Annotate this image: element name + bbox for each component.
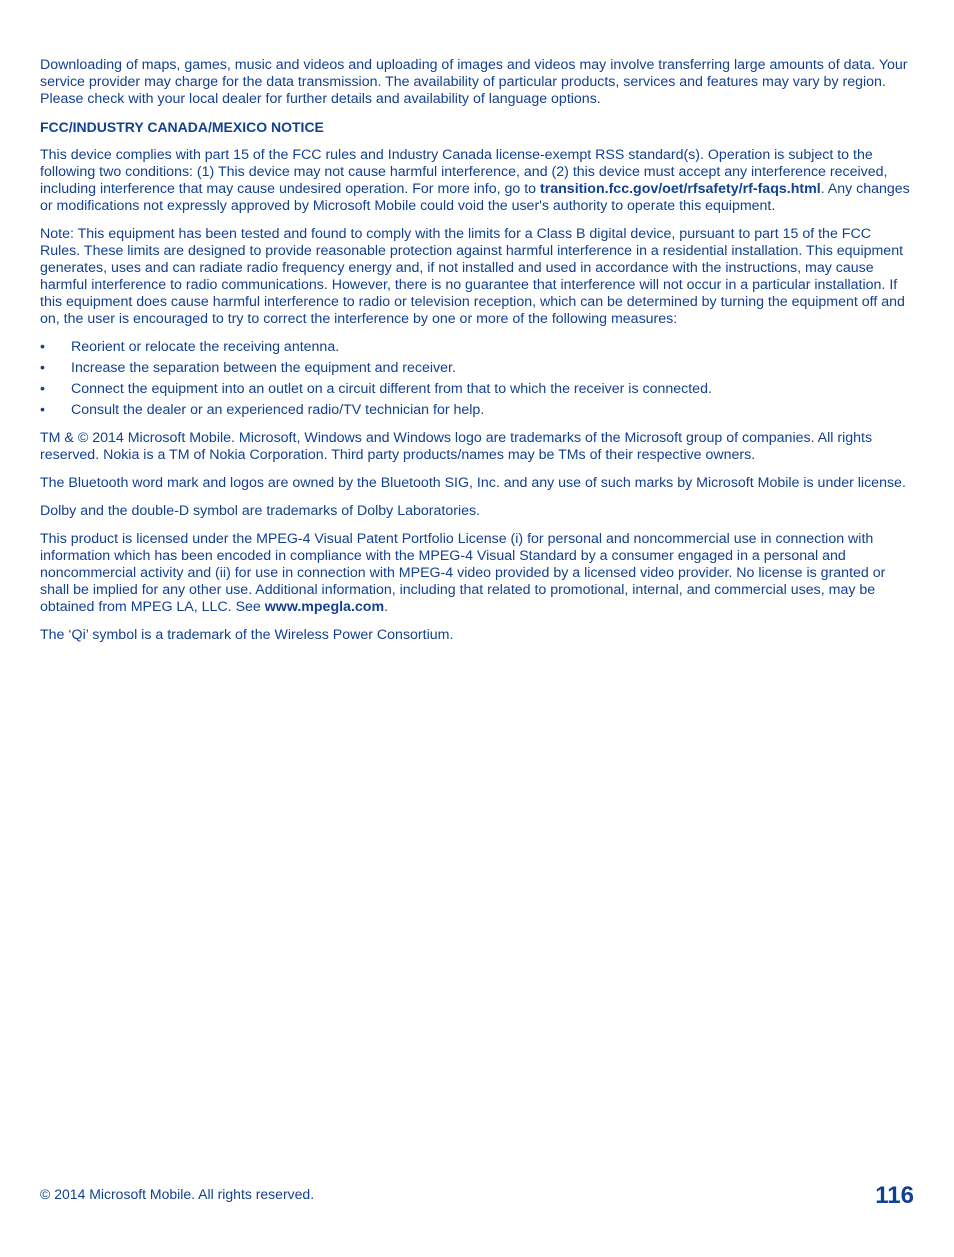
mpeg-license-paragraph (40, 531, 915, 616)
list-item-text: Increase the separation between the equipment and receiver. (71, 360, 456, 376)
qi-trademark-paragraph: The ‘Qi’ symbol is a trademark of the Wireless Power Consortium. (40, 627, 454, 643)
mpeg-license-text-end: . (384, 599, 389, 615)
list-item-text: Reorient or relocate the receiving antenna. (71, 339, 340, 355)
measures-list (40, 339, 915, 419)
list-item (40, 360, 915, 377)
mpeg-license-text: This product is licensed under the MPEG-4 Visual Patent Portfolio License (i) for personal and noncommercial use in connection with information which has been encoded in compliance with the MPEG-4 Visual Standard by a consumer engaged in a personal and noncommercial activity and (ii) for use in connection with MPEG-4 video provided by a licensed video provider. No license is granted or shall be implied for any other use. Additional information, including that related to promotional, internal, and commercial uses, may be obtained from MPEG LA, LLC. See (40, 531, 886, 615)
list-item (40, 339, 915, 356)
fcc-compliance-text: This device complies with part 15 of the FCC rules and Industry Canada license-exempt RSS standard(s). Operation is subject to the following two conditions: (1) This device may not cause harmful interference, and (2) this device must accept any interference received, including interference that may cause undesired operation. For more info, go to (40, 147, 888, 197)
fcc-faq-link[interactable]: transition.fcc.gov/oet/rfsafety/rf-faqs.html (540, 181, 821, 197)
fcc-heading: FCC/INDUSTRY CANADA/MEXICO NOTICE (40, 119, 324, 135)
list-item-text: Consult the dealer or an experienced radio/TV technician for help. (71, 402, 485, 418)
bullet-icon: • (40, 381, 45, 397)
list-item (40, 381, 915, 398)
bullet-icon: • (40, 402, 45, 418)
fcc-compliance-text-end: . Any changes or modifications not expressly approved by Microsoft Mobile could void the user's authority to operate this equipment. (40, 181, 910, 214)
document-body (40, 57, 915, 655)
mpegla-link[interactable]: www.mpegla.com (264, 599, 385, 615)
list-item-text: Connect the equipment into an outlet on a circuit different from that to which the receiver is connected. (71, 381, 712, 397)
bluetooth-trademark-paragraph: The Bluetooth word mark and logos are owned by the Bluetooth SIG, Inc. and any use of such marks by Microsoft Mobile is under license. (40, 475, 906, 491)
microsoft-trademark-paragraph: TM & © 2014 Microsoft Mobile. Microsoft, Windows and Windows logo are trademarks of the Microsoft group of companies. All rights reserved. Nokia is a TM of Nokia Corporation. Third party products/names may be TMs of their respective owners. (40, 430, 873, 463)
list-item (40, 402, 915, 419)
bullet-icon: • (40, 360, 45, 376)
footer-copyright: © 2014 Microsoft Mobile. All rights reserved. (40, 1186, 315, 1202)
dolby-trademark-paragraph: Dolby and the double-D symbol are trademarks of Dolby Laboratories. (40, 503, 481, 519)
page-number: 116 (875, 1182, 914, 1209)
fcc-compliance-paragraph (40, 147, 915, 215)
fcc-note-paragraph: Note: This equipment has been tested and found to comply with the limits for a Class B digital device, pursuant to part 15 of the FCC Rules. These limits are designed to provide reasonable protection against harmful interference in a residential installation. This equipment generates, uses and can radiate radio frequency energy and, if not installed and used in accordance with the instructions, may cause harmful interference to radio communications. However, there is no guarantee that interference will not occur in a particular installation. If this equipment does cause harmful interference to radio or television reception, which can be determined by turning the equipment off and on, the user is encouraged to try to correct the interference by one or more of the following measures: (40, 226, 905, 327)
intro-paragraph: Downloading of maps, games, music and videos and uploading of images and videos may involve transferring large amounts of data. Your service provider may charge for the data transmission. The availability of particular products, services and features may vary by region. Please check with your local dealer for further details and availability of language options. (40, 57, 908, 107)
bullet-icon: • (40, 339, 45, 355)
